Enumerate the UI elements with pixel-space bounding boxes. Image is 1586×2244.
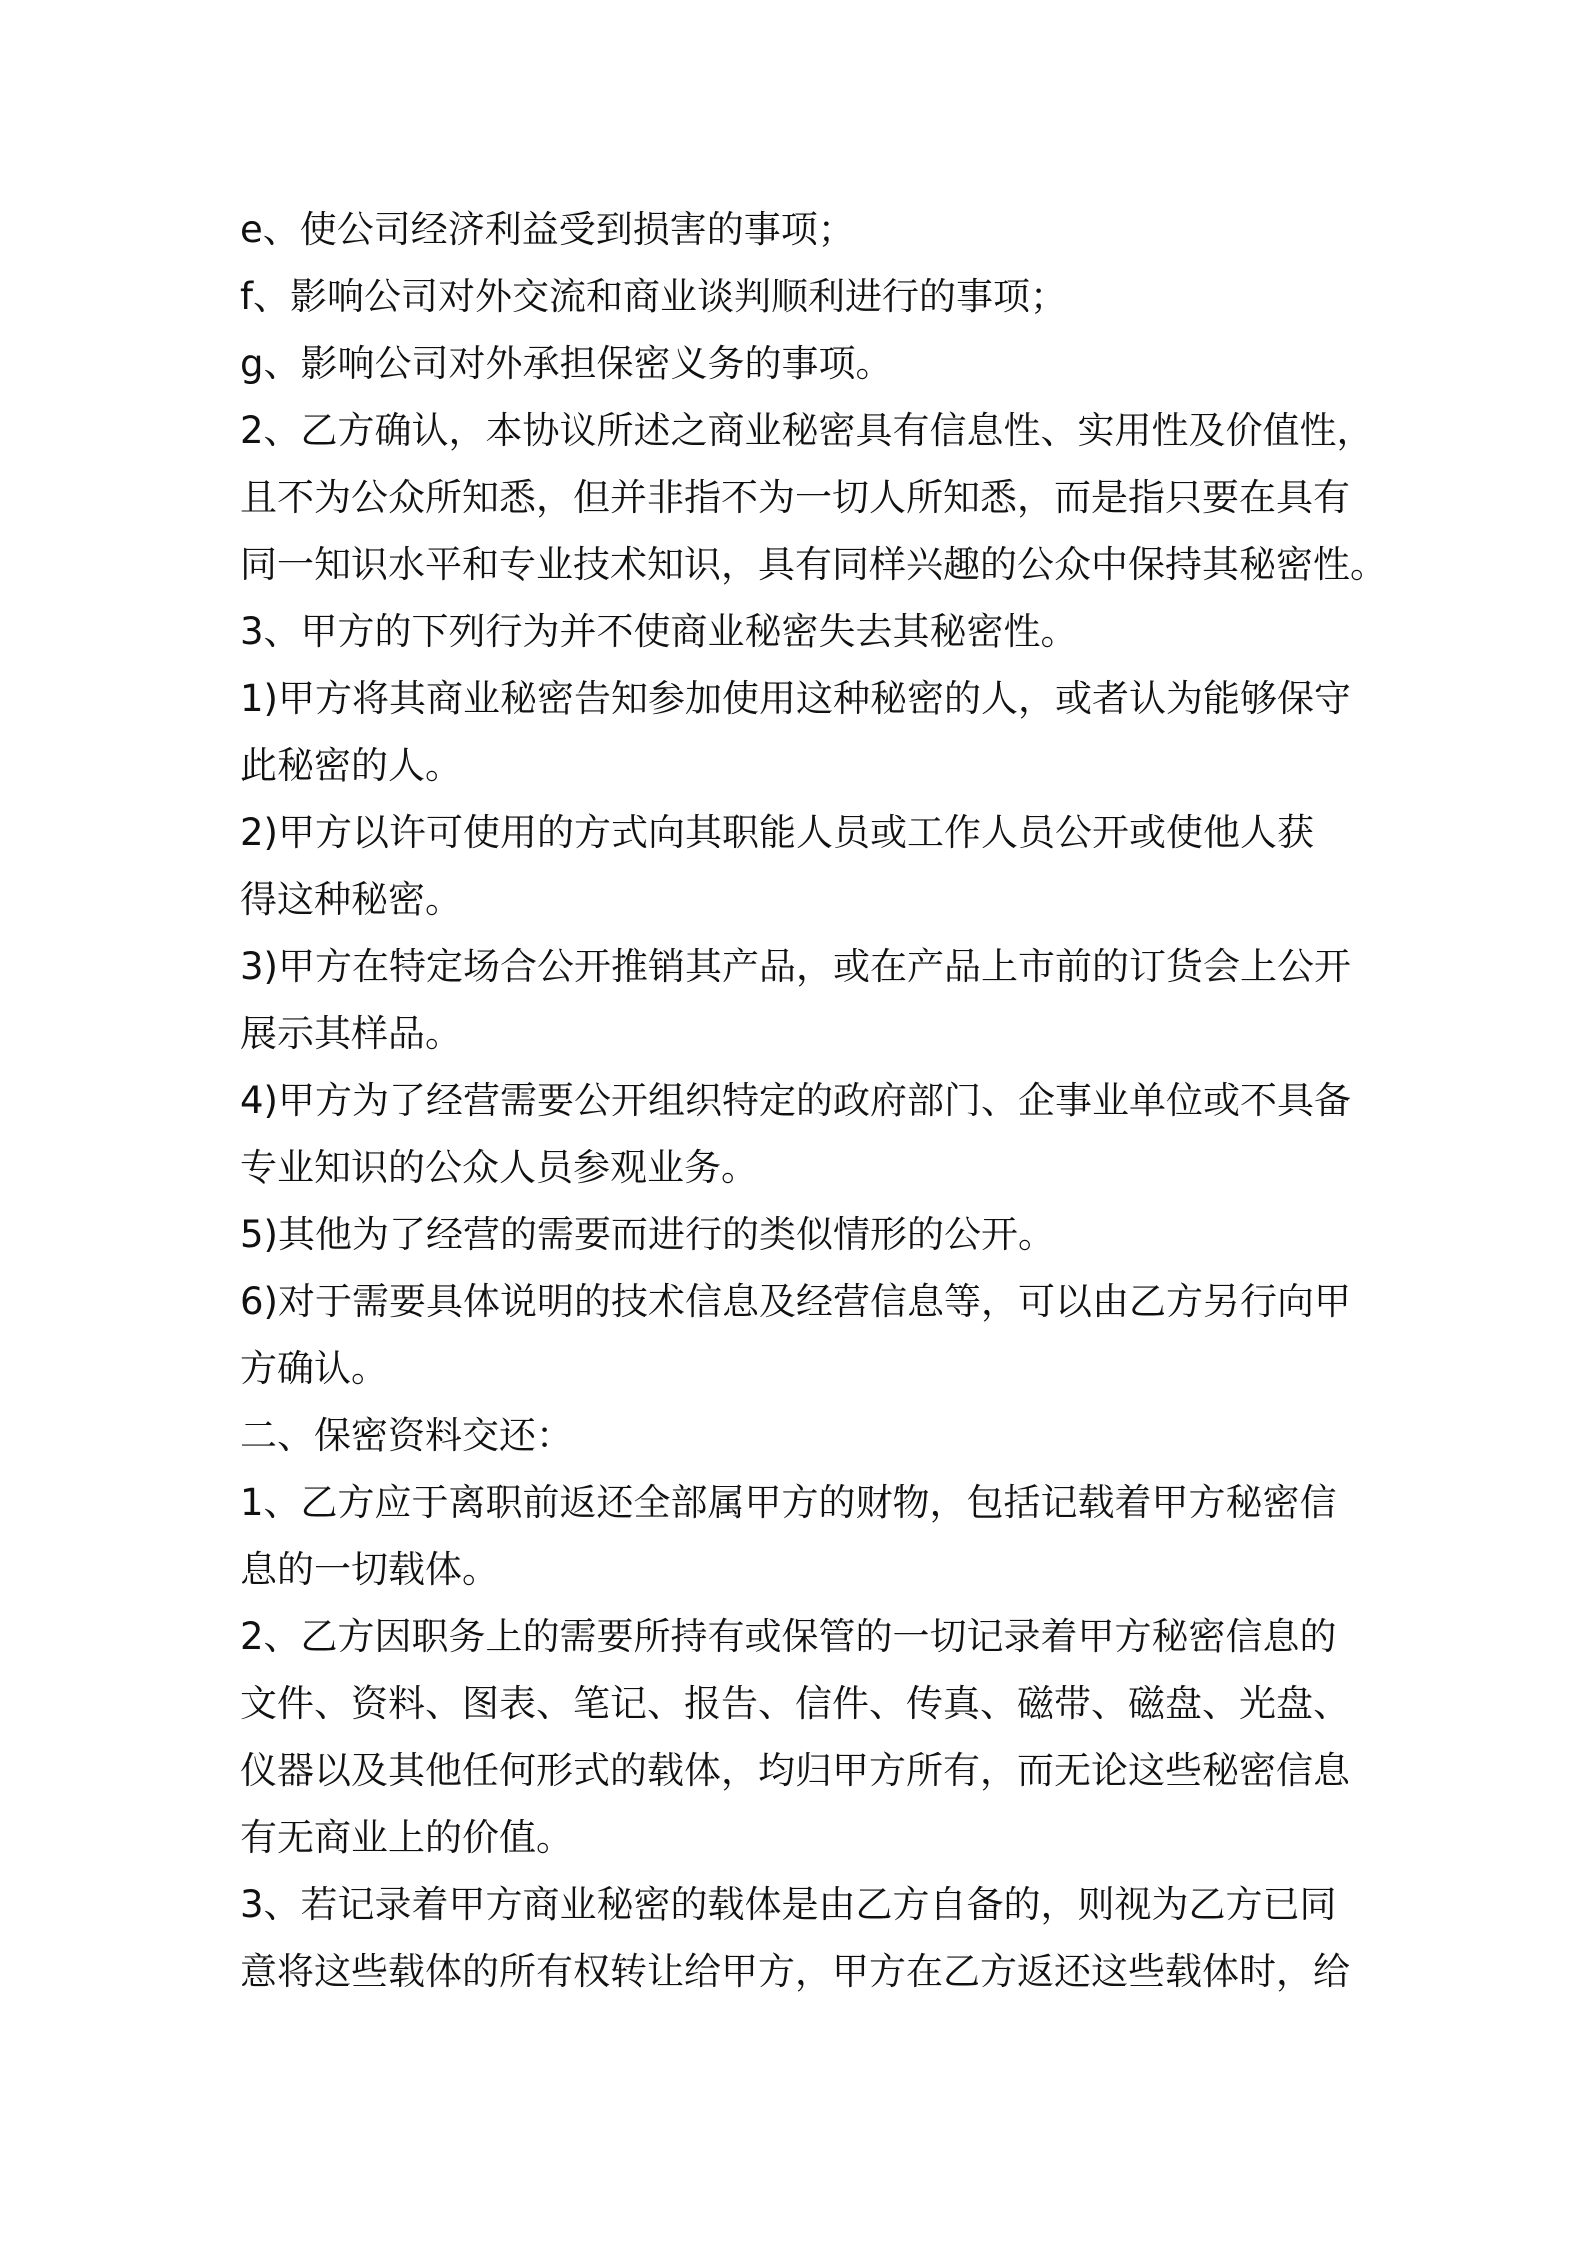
text-line: 5)其他为了经营的需要而进行的类似情形的公开。 <box>240 1213 1055 1256</box>
text-line: 4)甲方为了经营需要公开组织特定的政府部门、企事业单位或不具备 <box>240 1079 1351 1122</box>
text-line: 文件、资料、图表、笔记、报告、信件、传真、磁带、磁盘、光盘、 <box>240 1682 1350 1725</box>
text-line: 有无商业上的价值。 <box>240 1816 573 1859</box>
text-line: 意将这些载体的所有权转让给甲方，甲方在乙方返还这些载体时，给 <box>240 1950 1350 1993</box>
text-line: 得这种秘密。 <box>240 878 462 921</box>
text-line: 同一知识水平和专业技术知识，具有同样兴趣的公众中保持其秘密性。 <box>240 543 1387 586</box>
text-line: 3、甲方的下列行为并不使商业秘密失去其秘密性。 <box>240 610 1078 653</box>
text-line: 3、若记录着甲方商业秘密的载体是由乙方自备的，则视为乙方已同 <box>240 1883 1337 1926</box>
text-line: 仪器以及其他任何形式的载体，均归甲方所有，而无论这些秘密信息 <box>240 1749 1350 1792</box>
text-line: 且不为公众所知悉，但并非指不为一切人所知悉，而是指只要在具有 <box>240 476 1350 519</box>
text-line: 1)甲方将其商业秘密告知参加使用这种秘密的人，或者认为能够保守 <box>240 677 1351 720</box>
text-line: f、影响公司对外交流和商业谈判顺利进行的事项； <box>240 275 1068 318</box>
text-line: 1、乙方应于离职前返还全部属甲方的财物，包括记载着甲方秘密信 <box>240 1481 1337 1524</box>
text-line: 3)甲方在特定场合公开推销其产品，或在产品上市前的订货会上公开 <box>240 945 1351 988</box>
text-line: 2、乙方因职务上的需要所持有或保管的一切记录着甲方秘密信息的 <box>240 1615 1337 1658</box>
text-line: g、影响公司对外承担保密义务的事项。 <box>240 342 893 385</box>
text-line: 专业知识的公众人员参观业务。 <box>240 1146 758 1189</box>
section-heading: 二、保密资料交还： <box>240 1414 573 1457</box>
text-line: 息的一切载体。 <box>240 1548 499 1591</box>
text-line: 2、乙方确认，本协议所述之商业秘密具有信息性、实用性及价值性， <box>240 409 1374 452</box>
text-line: 展示其样品。 <box>240 1012 462 1055</box>
text-line: e、使公司经济利益受到损害的事项； <box>240 208 855 251</box>
text-line: 方确认。 <box>240 1347 388 1390</box>
text-line: 此秘密的人。 <box>240 744 462 787</box>
text-line: 6)对于需要具体说明的技术信息及经营信息等，可以由乙方另行向甲 <box>240 1280 1351 1323</box>
document-body <box>240 196 1387 2005</box>
text-line: 2)甲方以许可使用的方式向其职能人员或工作人员公开或使他人获 <box>240 811 1314 854</box>
